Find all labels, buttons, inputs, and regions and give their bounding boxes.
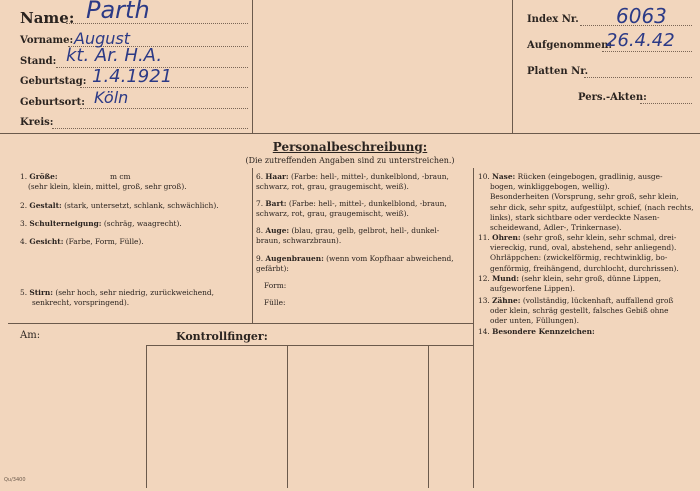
divider-line (146, 345, 147, 488)
divider-line (252, 0, 253, 133)
stand-label: Stand: (20, 56, 57, 67)
kreis-dots (52, 128, 248, 129)
item-stirn: 5. Stirn: (sehr hoch, sehr niedrig, zurückweichend, senkrecht, vorspringend). (20, 288, 214, 308)
divider-line (287, 345, 288, 488)
geburtsort-dots (80, 108, 248, 109)
item-fuelle: Fülle: (264, 298, 286, 307)
pers-akten-dots (640, 103, 692, 104)
item-zaehne: 13. Zähne: (vollständig, lückenhaft, auffallend groß oder klein, schräg gestellt, falsches Gebiß ohne oder unten, Füllungen). (478, 296, 674, 326)
description-subtitle: (Die zutreffenden Angaben sind zu unterstreichen.) (245, 156, 455, 165)
geburtsort-value: Köln (94, 88, 129, 107)
kontrollfinger-title: Kontrollfinger: (176, 330, 268, 343)
item-form: Form: (264, 281, 287, 290)
item-haar: 6. Haar: (Farbe: hell-, mittel-, dunkelblond, -braun, schwarz, rot, grau, graugemischt, weiß). (256, 172, 449, 192)
index-value: 6063 (616, 4, 667, 28)
divider-line (0, 133, 700, 134)
aufgenommen-label: Aufgenommen: (527, 40, 613, 51)
item-besondere-kennzeichen: 14. Besondere Kennzeichen: (478, 327, 595, 336)
item-nase: 10. Nase: Rücken (eingebogen, gradlinig, ausge- bogen, winkliggebogen, wellig). Besonderheiten (Vorsprung, sehr groß, sehr klein, sehr dick, sehr spitz, aufgestülpt, schief, (nach rechts, links), stark sichtbare oder verdeckte Nasen- scheidewand, Adler-, Trinkernase). (478, 172, 694, 233)
divider-line (473, 168, 474, 488)
item-schulterneigung: 3. Schulterneigung: (schräg, waagrecht). (20, 219, 182, 228)
description-title: Personalbeschreibung: (272, 140, 428, 154)
aufgenommen-value: 26.4.42 (606, 30, 675, 51)
pers-akten-label: Pers.-Akten: (578, 92, 647, 103)
form-code: Qu/3400 (4, 477, 26, 483)
divider-line (8, 323, 473, 324)
item-augenbrauen: 9. Augenbrauen: (wenn vom Kopfhaar abweichend, gefärbt): (256, 254, 454, 274)
platten-label: Platten Nr. (527, 66, 589, 77)
item-groesse: 1. Größe: m cm (sehr klein, klein, mittel, groß, sehr groß). (20, 172, 187, 192)
platten-dots (584, 77, 692, 78)
item-gesicht: 4. Gesicht: (Farbe, Form, Fülle). (20, 237, 144, 246)
item-mund: 12. Mund: (sehr klein, sehr groß, dünne Lippen, aufgeworfene Lippen). (478, 274, 662, 294)
geburtsort-label: Geburtsort: (20, 97, 85, 108)
kreis-label: Kreis: (20, 117, 54, 128)
stand-value: kt. Ar. H.A. (66, 45, 163, 66)
geburtstag-label: Geburtstag: (20, 76, 87, 87)
item-auge: 8. Auge: (blau, grau, gelb, gelbrot, hell-, dunkel- braun, schwarzbraun). (256, 226, 440, 246)
vorname-label: Vorname: (20, 35, 74, 46)
item-ohren: 11. Ohren: (sehr groß, sehr klein, sehr schmal, drei- viereckig, rund, oval, abstehend, sehr anliegend). Ohrläppchen: (zwickelförmig, rechtwinklig, bo- genförmig, freihängend, durchlocht, durchrissen). (478, 233, 679, 273)
divider-line (512, 0, 513, 133)
geburtstag-value: 1.4.1921 (92, 66, 173, 87)
name-label: Name: (20, 9, 75, 27)
divider-line (252, 168, 253, 323)
index-label: Index Nr. (527, 14, 579, 25)
vorname-value: August (74, 29, 130, 48)
divider-line (146, 345, 473, 346)
aufgenommen-dots (602, 51, 692, 52)
name-value: Parth (86, 0, 150, 24)
item-gestalt: 2. Gestalt: (stark, untersetzt, schlank, schwächlich). (20, 201, 219, 210)
item-bart: 7. Bart: (Farbe: hell-, mittel-, dunkelblond, -braun, schwarz, rot, grau, graugemischt, weiß). (256, 199, 447, 219)
am-label: Am: (20, 330, 41, 341)
divider-line (428, 345, 429, 488)
